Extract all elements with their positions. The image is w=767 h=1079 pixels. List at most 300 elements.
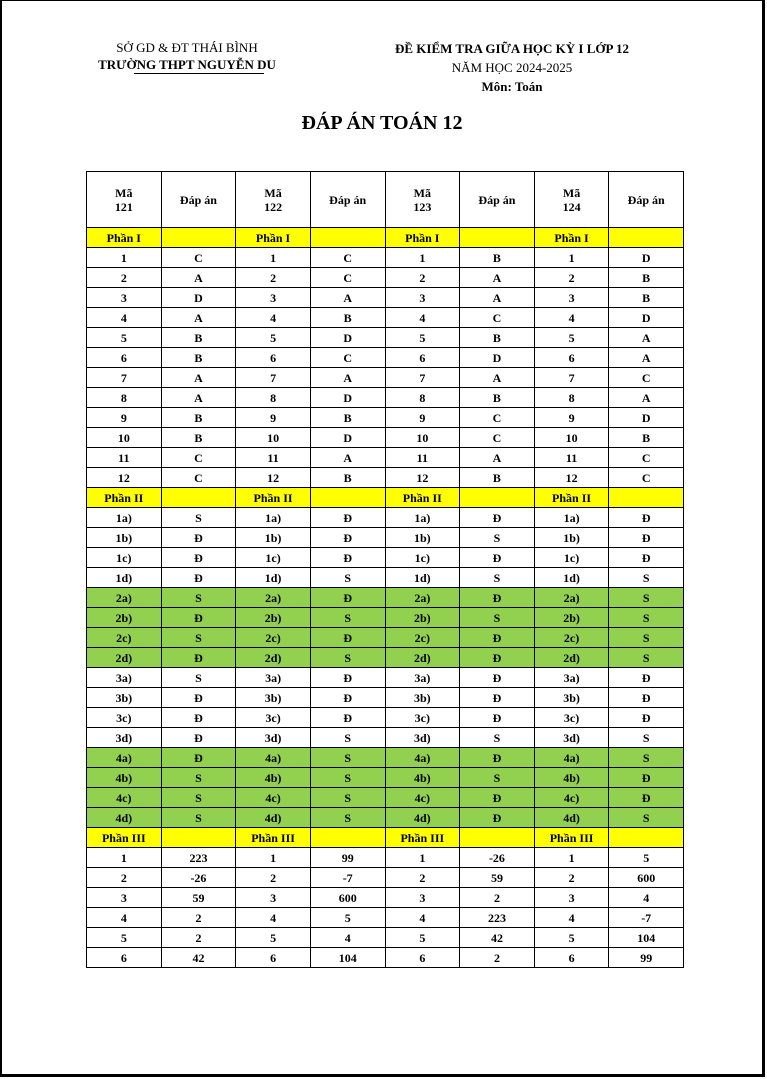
answer-cell: Đ <box>161 728 236 748</box>
question-cell: 10 <box>385 428 460 448</box>
question-cell: 2 <box>385 268 460 288</box>
question-cell: 2 <box>236 868 311 888</box>
answer-cell: C <box>310 268 385 288</box>
answer-cell: 59 <box>460 868 535 888</box>
question-cell: 3 <box>236 888 311 908</box>
question-cell: 2 <box>534 868 609 888</box>
question-cell: 3 <box>534 888 609 908</box>
answer-cell: A <box>609 388 684 408</box>
table-row <box>87 508 684 528</box>
table-row <box>87 808 684 828</box>
answer-cell: C <box>161 448 236 468</box>
question-cell: 3 <box>385 288 460 308</box>
answer-cell: S <box>161 508 236 528</box>
answer-cell: S <box>310 808 385 828</box>
table-row <box>87 428 684 448</box>
answer-cell: A <box>161 308 236 328</box>
question-cell: 4 <box>87 308 162 328</box>
question-cell: 1d) <box>385 568 460 588</box>
question-cell: Phần III <box>87 828 162 848</box>
question-cell: 1c) <box>236 548 311 568</box>
answer-cell: D <box>310 328 385 348</box>
question-cell: 3a) <box>87 668 162 688</box>
question-cell: 4d) <box>385 808 460 828</box>
section-row <box>87 488 684 508</box>
answer-cell: Đ <box>460 748 535 768</box>
answer-cell: B <box>310 308 385 328</box>
answer-cell: C <box>161 248 236 268</box>
question-cell: 2a) <box>534 588 609 608</box>
table-row <box>87 548 684 568</box>
school-name: TRƯỜNG THPT NGUYỄN DU <box>98 57 276 72</box>
answer-cell: A <box>310 288 385 308</box>
answer-cell: Đ <box>460 588 535 608</box>
question-cell: 1d) <box>87 568 162 588</box>
answer-cell <box>161 488 236 508</box>
answer-table <box>86 171 684 968</box>
question-cell: 1b) <box>87 528 162 548</box>
question-cell: 4a) <box>385 748 460 768</box>
answer-cell: S <box>310 728 385 748</box>
answer-cell: S <box>609 728 684 748</box>
question-cell: 4 <box>534 908 609 928</box>
question-cell: 12 <box>385 468 460 488</box>
question-cell: Phần II <box>236 488 311 508</box>
answer-cell: C <box>460 408 535 428</box>
table-row <box>87 368 684 388</box>
table-row <box>87 748 684 768</box>
question-cell: 3 <box>534 288 609 308</box>
answer-cell: S <box>310 788 385 808</box>
question-cell: 11 <box>385 448 460 468</box>
question-cell: Phần I <box>87 228 162 248</box>
question-cell: 3a) <box>385 668 460 688</box>
question-cell: 3d) <box>385 728 460 748</box>
question-cell: 4b) <box>534 768 609 788</box>
question-cell: 9 <box>236 408 311 428</box>
answer-cell: B <box>161 328 236 348</box>
question-cell: 1d) <box>236 568 311 588</box>
answer-cell: Đ <box>161 608 236 628</box>
question-cell: 6 <box>236 348 311 368</box>
question-cell: 2 <box>236 268 311 288</box>
answer-cell: 223 <box>460 908 535 928</box>
answer-cell: 4 <box>609 888 684 908</box>
table-row <box>87 528 684 548</box>
question-cell: 9 <box>534 408 609 428</box>
answer-cell: S <box>310 568 385 588</box>
answer-header: Đáp án <box>609 172 684 228</box>
question-cell: 2a) <box>236 588 311 608</box>
question-cell: 4c) <box>87 788 162 808</box>
answer-cell: S <box>609 568 684 588</box>
answer-cell: Đ <box>310 688 385 708</box>
answer-cell: 42 <box>460 928 535 948</box>
answer-cell: A <box>310 368 385 388</box>
question-cell: 2 <box>534 268 609 288</box>
answer-cell: Đ <box>460 788 535 808</box>
answer-cell: A <box>460 448 535 468</box>
answer-cell: 99 <box>609 948 684 968</box>
question-cell: 6 <box>236 948 311 968</box>
answer-cell: A <box>161 368 236 388</box>
answer-cell: A <box>161 388 236 408</box>
answer-cell: 5 <box>310 908 385 928</box>
answer-cell: S <box>609 608 684 628</box>
department-name: SỞ GD & ĐT THÁI BÌNH <box>116 40 258 55</box>
answer-cell <box>460 828 535 848</box>
answer-cell: -26 <box>161 868 236 888</box>
question-cell: 5 <box>534 928 609 948</box>
question-cell: 6 <box>385 948 460 968</box>
answer-cell: Đ <box>609 668 684 688</box>
question-cell: 3d) <box>534 728 609 748</box>
question-cell: 5 <box>385 928 460 948</box>
question-cell: Phần I <box>385 228 460 248</box>
question-cell: 9 <box>87 408 162 428</box>
question-cell: 7 <box>87 368 162 388</box>
question-cell: 4a) <box>534 748 609 768</box>
answer-cell: A <box>310 448 385 468</box>
question-cell: 4 <box>534 308 609 328</box>
question-cell: 3a) <box>236 668 311 688</box>
answer-cell: 223 <box>161 848 236 868</box>
question-cell: 8 <box>534 388 609 408</box>
answer-cell: B <box>161 408 236 428</box>
table-row <box>87 268 684 288</box>
question-cell: 1b) <box>385 528 460 548</box>
question-cell: 3c) <box>87 708 162 728</box>
answer-cell: C <box>609 468 684 488</box>
question-cell: 4d) <box>87 808 162 828</box>
answer-cell: S <box>460 728 535 748</box>
question-cell: 1a) <box>385 508 460 528</box>
question-cell: 11 <box>236 448 311 468</box>
answer-cell <box>609 228 684 248</box>
table-row <box>87 288 684 308</box>
question-cell: 3 <box>87 888 162 908</box>
question-cell: 3 <box>236 288 311 308</box>
answer-cell: S <box>609 748 684 768</box>
answer-cell: Đ <box>161 548 236 568</box>
table-row <box>87 388 684 408</box>
answer-cell: A <box>460 268 535 288</box>
answer-cell: Đ <box>460 628 535 648</box>
answer-cell: S <box>161 768 236 788</box>
answer-cell: 99 <box>310 848 385 868</box>
school-year: NĂM HỌC 2024-2025 <box>451 60 573 75</box>
question-cell: 3b) <box>236 688 311 708</box>
exam-header <box>352 39 672 96</box>
answer-cell: D <box>609 408 684 428</box>
answer-cell: Đ <box>460 688 535 708</box>
answer-cell: S <box>460 568 535 588</box>
question-cell: 2d) <box>87 648 162 668</box>
answer-cell: Đ <box>609 688 684 708</box>
table-row <box>87 928 684 948</box>
answer-cell: Đ <box>310 508 385 528</box>
answer-cell <box>310 828 385 848</box>
answer-cell: S <box>310 648 385 668</box>
answer-cell: C <box>310 348 385 368</box>
answer-cell: Đ <box>310 548 385 568</box>
question-cell: 11 <box>87 448 162 468</box>
question-cell: 1 <box>385 248 460 268</box>
answer-cell: 104 <box>310 948 385 968</box>
code-header-123: Mã 123 <box>385 172 460 228</box>
question-cell: 1b) <box>534 528 609 548</box>
question-cell: 5 <box>385 328 460 348</box>
question-cell: 4d) <box>236 808 311 828</box>
question-cell: 4c) <box>236 788 311 808</box>
answer-cell: S <box>609 588 684 608</box>
question-cell: 6 <box>534 948 609 968</box>
question-cell: 1 <box>87 248 162 268</box>
question-cell: 1 <box>385 848 460 868</box>
question-cell: 3c) <box>534 708 609 728</box>
answer-cell: B <box>460 468 535 488</box>
answer-cell: 2 <box>460 948 535 968</box>
answer-cell: 59 <box>161 888 236 908</box>
question-cell: 5 <box>236 328 311 348</box>
question-cell: 8 <box>236 388 311 408</box>
question-cell: 2d) <box>236 648 311 668</box>
question-cell: 1a) <box>534 508 609 528</box>
issuer-header <box>82 39 292 73</box>
answer-cell: -26 <box>460 848 535 868</box>
table-row <box>87 668 684 688</box>
answer-cell: Đ <box>609 788 684 808</box>
answer-cell: S <box>609 628 684 648</box>
answer-cell: 2 <box>161 908 236 928</box>
question-cell: 3c) <box>236 708 311 728</box>
answer-cell: C <box>609 368 684 388</box>
question-cell: Phần III <box>385 828 460 848</box>
answer-cell: Đ <box>161 688 236 708</box>
answer-cell: Đ <box>460 708 535 728</box>
table-row <box>87 308 684 328</box>
answer-cell: S <box>310 608 385 628</box>
question-cell: 4 <box>236 308 311 328</box>
table-row <box>87 908 684 928</box>
question-cell: Phần II <box>534 488 609 508</box>
table-row <box>87 728 684 748</box>
answer-cell: S <box>161 628 236 648</box>
answer-cell: A <box>460 368 535 388</box>
answer-cell: 600 <box>310 888 385 908</box>
answer-cell: 42 <box>161 948 236 968</box>
table-header-row <box>87 172 684 228</box>
question-cell: 4 <box>385 308 460 328</box>
answer-cell: B <box>161 428 236 448</box>
answer-cell: A <box>609 348 684 368</box>
answer-cell: S <box>161 588 236 608</box>
question-cell: 5 <box>87 928 162 948</box>
answer-cell: 104 <box>609 928 684 948</box>
answer-cell: B <box>310 408 385 428</box>
question-cell: 2d) <box>534 648 609 668</box>
question-cell: Phần II <box>87 488 162 508</box>
question-cell: 8 <box>87 388 162 408</box>
answer-cell: C <box>310 248 385 268</box>
answer-cell: Đ <box>310 708 385 728</box>
question-cell: 3b) <box>534 688 609 708</box>
question-cell: 3d) <box>236 728 311 748</box>
code-header-124: Mã 124 <box>534 172 609 228</box>
answer-cell: C <box>161 468 236 488</box>
answer-cell: B <box>609 288 684 308</box>
answer-cell: Đ <box>310 668 385 688</box>
question-cell: 3a) <box>534 668 609 688</box>
question-cell: 4c) <box>534 788 609 808</box>
question-cell: 4a) <box>236 748 311 768</box>
answer-cell: Đ <box>460 508 535 528</box>
table-row <box>87 588 684 608</box>
answer-cell: B <box>310 468 385 488</box>
answer-cell: B <box>460 328 535 348</box>
question-cell: 4d) <box>534 808 609 828</box>
question-cell: 2b) <box>534 608 609 628</box>
answer-cell: Đ <box>310 588 385 608</box>
answer-cell <box>460 488 535 508</box>
question-cell: 2 <box>87 868 162 888</box>
question-cell: 3d) <box>87 728 162 748</box>
question-cell: 12 <box>534 468 609 488</box>
answer-cell: B <box>609 428 684 448</box>
code-header-122: Mã 122 <box>236 172 311 228</box>
answer-cell: 4 <box>310 928 385 948</box>
answer-cell: S <box>460 608 535 628</box>
answer-cell: D <box>460 348 535 368</box>
question-cell: 7 <box>534 368 609 388</box>
question-cell: 1c) <box>87 548 162 568</box>
answer-cell: Đ <box>460 548 535 568</box>
table-row <box>87 648 684 668</box>
table-row <box>87 788 684 808</box>
question-cell: 7 <box>385 368 460 388</box>
question-cell: 3 <box>87 288 162 308</box>
table-row <box>87 608 684 628</box>
question-cell: 12 <box>87 468 162 488</box>
answer-cell <box>161 828 236 848</box>
answer-cell: S <box>460 528 535 548</box>
answer-cell <box>609 828 684 848</box>
answer-cell: A <box>460 288 535 308</box>
table-row <box>87 568 684 588</box>
answer-cell: B <box>460 388 535 408</box>
question-cell: 1d) <box>534 568 609 588</box>
answer-cell: S <box>609 808 684 828</box>
question-cell: 3 <box>385 888 460 908</box>
answer-cell: 600 <box>609 868 684 888</box>
answer-cell: Đ <box>460 648 535 668</box>
answer-cell: -7 <box>310 868 385 888</box>
question-cell: 12 <box>236 468 311 488</box>
table-row <box>87 628 684 648</box>
answer-cell: Đ <box>609 528 684 548</box>
question-cell: 11 <box>534 448 609 468</box>
answer-cell: -7 <box>609 908 684 928</box>
page-title: ĐÁP ÁN TOÁN 12 <box>301 112 463 134</box>
answer-cell: Đ <box>161 648 236 668</box>
answer-cell: Đ <box>161 708 236 728</box>
table-row <box>87 408 684 428</box>
question-cell: 1c) <box>534 548 609 568</box>
answer-cell: B <box>609 268 684 288</box>
question-cell: 2b) <box>87 608 162 628</box>
question-cell: 3c) <box>385 708 460 728</box>
answer-cell: Đ <box>161 748 236 768</box>
table-row <box>87 688 684 708</box>
answer-cell: A <box>161 268 236 288</box>
answer-cell: Đ <box>310 628 385 648</box>
answer-header: Đáp án <box>161 172 236 228</box>
answer-cell <box>609 488 684 508</box>
subject-name: Môn: Toán <box>481 79 543 94</box>
table-row <box>87 948 684 968</box>
question-cell: 4b) <box>87 768 162 788</box>
question-cell: 4 <box>236 908 311 928</box>
question-cell: 3b) <box>87 688 162 708</box>
question-cell: 10 <box>87 428 162 448</box>
answer-cell: D <box>310 428 385 448</box>
question-cell: Phần II <box>385 488 460 508</box>
question-cell: 3b) <box>385 688 460 708</box>
answer-header: Đáp án <box>310 172 385 228</box>
question-cell: 1a) <box>87 508 162 528</box>
answer-cell <box>161 228 236 248</box>
answer-cell: Đ <box>161 568 236 588</box>
question-cell: 5 <box>534 328 609 348</box>
question-cell: 2c) <box>236 628 311 648</box>
question-cell: 2c) <box>534 628 609 648</box>
answer-cell: B <box>161 348 236 368</box>
answer-cell: D <box>609 308 684 328</box>
table-row <box>87 448 684 468</box>
question-cell: 1 <box>87 848 162 868</box>
question-cell: Phần I <box>236 228 311 248</box>
table-row <box>87 888 684 908</box>
question-cell: 6 <box>385 348 460 368</box>
answer-cell: Đ <box>609 508 684 528</box>
exam-name: ĐỀ KIỂM TRA GIỮA HỌC KỲ I LỚP 12 <box>394 41 630 56</box>
answer-cell <box>310 228 385 248</box>
question-cell: 6 <box>87 948 162 968</box>
section-row <box>87 228 684 248</box>
question-cell: 4 <box>385 908 460 928</box>
answer-cell: Đ <box>310 528 385 548</box>
question-cell: 2b) <box>385 608 460 628</box>
question-cell: 4 <box>87 908 162 928</box>
answer-cell: S <box>310 768 385 788</box>
question-cell: 2b) <box>236 608 311 628</box>
question-cell: 2 <box>87 268 162 288</box>
question-cell: 9 <box>385 408 460 428</box>
question-cell: 5 <box>87 328 162 348</box>
section-row <box>87 828 684 848</box>
answer-cell: Đ <box>161 528 236 548</box>
answer-cell: S <box>460 768 535 788</box>
answer-cell: D <box>161 288 236 308</box>
question-cell: 4b) <box>236 768 311 788</box>
answer-cell: C <box>609 448 684 468</box>
table-row <box>87 248 684 268</box>
table-row <box>87 348 684 368</box>
question-cell: 1 <box>236 248 311 268</box>
question-cell: 1c) <box>385 548 460 568</box>
question-cell: 1 <box>534 248 609 268</box>
answer-cell <box>460 228 535 248</box>
